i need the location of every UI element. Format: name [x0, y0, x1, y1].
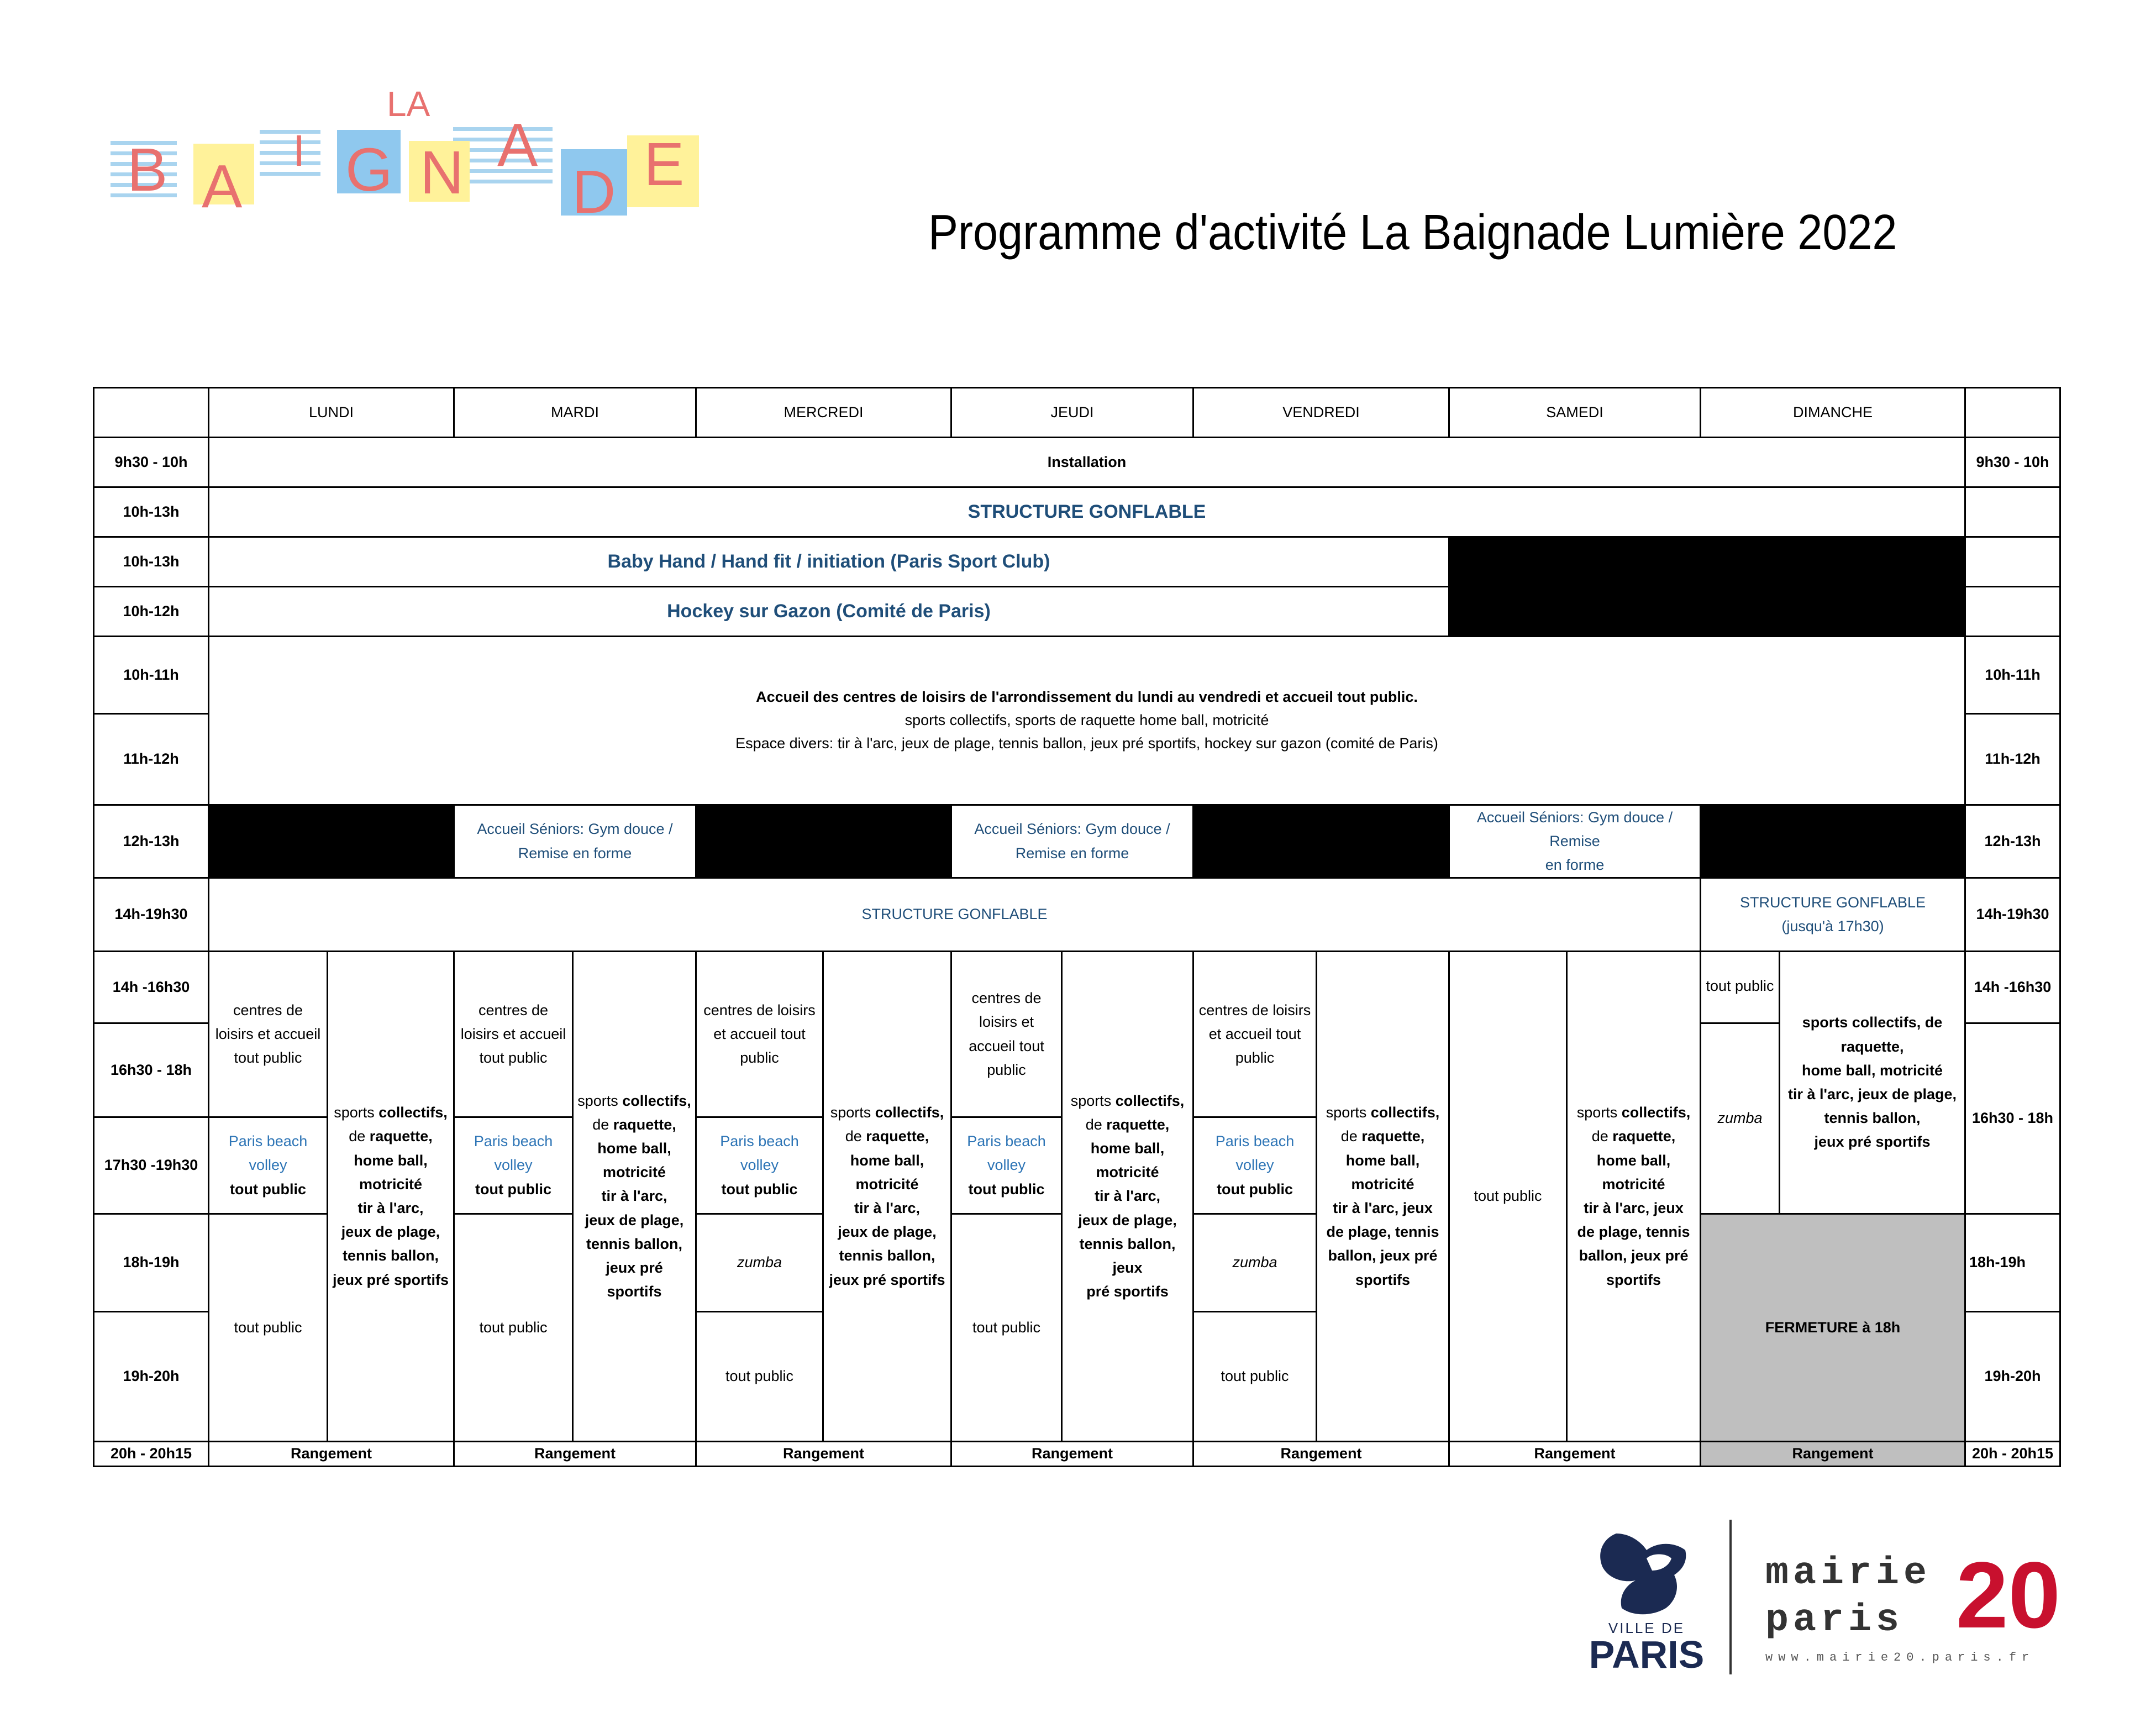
- tout-public-cell: tout public: [1700, 950, 1780, 1024]
- seniors-line: Accueil Séniors: Gym douce /: [974, 821, 1170, 838]
- sports-text: sports: [1070, 1092, 1116, 1109]
- baby-hand-cell: Baby Hand / Hand fit / initiation (Paris Sport Club): [208, 536, 1450, 587]
- sports-text: collectifs,: [1621, 1104, 1691, 1121]
- seniors-line: Remise en forme: [1015, 844, 1129, 862]
- logo-letter: B: [127, 136, 168, 204]
- installation-cell: Installation: [208, 437, 1966, 488]
- time-label: 10h-12h: [93, 586, 209, 637]
- time-label-right: 20h - 20h15: [1964, 1441, 2061, 1467]
- arrondissement-number: 20: [1956, 1543, 2061, 1648]
- beach-volley-label: Paris beach volley: [1215, 1133, 1295, 1174]
- empty-cell: [1964, 536, 2061, 587]
- logo-la: LA: [387, 84, 430, 124]
- time-label: 14h -16h30: [93, 950, 209, 1024]
- tout-public-label: tout public: [1217, 1180, 1293, 1198]
- time-label: 10h-11h: [93, 636, 209, 715]
- tout-public-label: tout public: [968, 1180, 1045, 1198]
- tout-public-cell: tout public: [950, 1213, 1063, 1442]
- sports-text: collectifs,: [875, 1104, 944, 1121]
- beach-volley-cell: [695, 1116, 824, 1215]
- sports-text: de: [1085, 1116, 1107, 1133]
- seniors-cell: [950, 804, 1194, 879]
- beach-volley-label: Paris beach volley: [720, 1133, 799, 1174]
- accueil-line: Espace divers: tir à l'arc, jeux de plage, tennis ballon, jeux pré sportifs, hockey sur gazon (comité de Paris): [735, 734, 1438, 752]
- day-header: SAMEDI: [1448, 387, 1701, 438]
- closed-block: [695, 804, 952, 879]
- beach-volley-label: Paris beach volley: [474, 1133, 553, 1174]
- mairie-url: www.mairie20.paris.fr: [1765, 1651, 2035, 1664]
- sports-text: home ball, motricité tir à l'arc, jeux de plage, tennis ballon, jeux pré sportifs: [585, 1140, 684, 1300]
- tout-public-label: tout public: [475, 1180, 551, 1198]
- time-label-right: 19h-20h: [1964, 1311, 2061, 1442]
- time-label: 9h30 - 10h: [93, 437, 209, 488]
- corner-cell: [93, 387, 209, 438]
- footer-divider: [1729, 1520, 1732, 1674]
- beach-volley-cell: [453, 1116, 574, 1215]
- sports-text: home ball, motricité tir à l'arc, jeux de plage, tennis ballon, jeux pré sportifs: [829, 1152, 945, 1288]
- time-label-right: 14h -16h30: [1964, 950, 2061, 1024]
- closed-block: [1700, 804, 1966, 879]
- logo-letter: D: [572, 158, 616, 226]
- day-header: MERCREDI: [695, 387, 952, 438]
- sports-cell: [1316, 950, 1450, 1442]
- logo-letter: N: [420, 139, 464, 207]
- closed-block: [1448, 536, 1966, 637]
- sports-text: de: [592, 1116, 613, 1133]
- sports-text: home ball, motricité tir à l'arc, jeux de plage, tennis ballon, jeux pré sportifs: [332, 1152, 449, 1288]
- tout-public-cell: tout public: [208, 1213, 328, 1442]
- centres-loisirs-cell: centres de loisirs et accueil tout public: [695, 950, 824, 1118]
- time-label-right: 10h-11h: [1964, 636, 2061, 715]
- time-label: 11h-12h: [93, 713, 209, 806]
- sports-cell: [1566, 950, 1701, 1442]
- rangement-cell: Rangement: [950, 1441, 1194, 1467]
- time-label: 17h30 -19h30: [93, 1116, 209, 1215]
- sports-text: home ball, motricité tir à l'arc, jeux de plage, tennis ballon, jeux pré sportifs: [1078, 1140, 1177, 1300]
- seniors-line: Remise en forme: [518, 844, 632, 862]
- time-label: 10h-13h: [93, 486, 209, 538]
- sports-cell: [822, 950, 952, 1442]
- seniors-cell: [1448, 804, 1701, 879]
- structure-gonflable-pm: STRUCTURE GONFLABLE: [208, 877, 1701, 952]
- mairie-20-logo: [1765, 1536, 2097, 1669]
- structure-line: (jusqu'à 17h30): [1781, 918, 1884, 934]
- sports-text: raquette,: [369, 1128, 433, 1145]
- zumba-cell: zumba: [1700, 1022, 1780, 1215]
- logo-letter: I: [293, 126, 306, 175]
- centres-loisirs-cell: centres de loisirs et accueil tout public: [453, 950, 574, 1118]
- logo-letter: G: [345, 136, 393, 204]
- logo-letter: A: [497, 111, 538, 179]
- sports-text: collectifs,: [1370, 1104, 1440, 1121]
- sports-cell: [327, 950, 455, 1442]
- time-label: 10h-13h: [93, 536, 209, 587]
- sports-dimanche-cell: sports collectifs, de raquette, home ball, motricité tir à l'arc, jeux de plage, tennis ballon, jeux pré sportifs: [1779, 950, 1966, 1215]
- beach-volley-cell: [950, 1116, 1063, 1215]
- centres-loisirs-cell: centres de loisirs et accueil tout public: [1192, 950, 1317, 1118]
- sports-text: sports: [1576, 1104, 1622, 1121]
- closed-block: [208, 804, 455, 879]
- zumba-cell: zumba: [1192, 1213, 1317, 1312]
- day-header: JEUDI: [950, 387, 1194, 438]
- empty-cell: [1964, 586, 2061, 637]
- time-label-right: 18h-19h: [1964, 1213, 2061, 1312]
- sports-text: raquette,: [1612, 1128, 1676, 1145]
- hockey-cell: Hockey sur Gazon (Comité de Paris): [208, 586, 1450, 637]
- corner-cell: [1964, 387, 2061, 438]
- sports-text: collectifs,: [378, 1104, 448, 1121]
- fermeture-cell: FERMETURE à 18h: [1700, 1213, 1966, 1442]
- time-label-right: 14h-19h30: [1964, 877, 2061, 952]
- closed-block: [1192, 804, 1450, 879]
- seniors-line: Accueil Séniors: Gym douce / Remise: [1476, 808, 1673, 849]
- rangement-cell: Rangement: [453, 1441, 697, 1467]
- tout-public-cell: tout public: [1448, 950, 1568, 1442]
- sports-text: raquette,: [1106, 1116, 1170, 1133]
- time-label: 18h-19h: [93, 1213, 209, 1312]
- accueil-centres-cell: [208, 636, 1966, 806]
- time-label: 19h-20h: [93, 1311, 209, 1442]
- sports-text: home ball, motricité tir à l'arc, jeux de plage, tennis ballon, jeux pré sportifs: [1326, 1152, 1439, 1288]
- logo-letter: A: [202, 153, 243, 220]
- sports-text: raquette,: [1361, 1128, 1425, 1145]
- sports-text: de: [349, 1128, 370, 1145]
- seniors-line: Accueil Séniors: Gym douce /: [477, 821, 673, 838]
- accueil-title: Accueil des centres de loisirs de l'arrondissement du lundi au vendredi et accueil tout public.: [756, 689, 1418, 706]
- sports-text: sports: [1326, 1104, 1371, 1121]
- structure-gonflable-cell: STRUCTURE GONFLABLE: [208, 486, 1966, 538]
- day-header: LUNDI: [208, 387, 455, 438]
- day-header: VENDREDI: [1192, 387, 1450, 438]
- ville-de-paris-logo: [1564, 1520, 1729, 1674]
- tout-public-cell: tout public: [1192, 1311, 1317, 1442]
- time-label: 14h-19h30: [93, 877, 209, 952]
- sports-cell: [572, 950, 697, 1442]
- sports-text: raquette,: [613, 1116, 676, 1133]
- sports-text: sports: [334, 1104, 379, 1121]
- sports-text: collectifs,: [1115, 1092, 1185, 1109]
- mairie-text: mairie: [1765, 1552, 1932, 1595]
- centres-loisirs-cell: centres de loisirs et accueil tout public: [950, 950, 1063, 1118]
- rangement-cell: Rangement: [1700, 1441, 1966, 1467]
- sports-text: collectifs,: [622, 1092, 691, 1109]
- sports-text: sports: [577, 1092, 623, 1109]
- day-header: DIMANCHE: [1700, 387, 1966, 438]
- sports-text: home ball, motricité tir à l'arc, jeux de plage, tennis ballon, jeux pré sportifs: [1577, 1152, 1690, 1288]
- sports-text: sports: [830, 1104, 875, 1121]
- sports-text: de: [845, 1128, 866, 1145]
- rangement-cell: Rangement: [208, 1441, 455, 1467]
- sports-text: de: [1340, 1128, 1362, 1145]
- time-label: 20h - 20h15: [93, 1441, 209, 1467]
- logo-letter: E: [644, 130, 685, 198]
- time-label: 12h-13h: [93, 804, 209, 879]
- rangement-cell: Rangement: [1448, 1441, 1701, 1467]
- page-title: Programme d'activité La Baignade Lumière 2022: [928, 205, 1897, 260]
- seniors-cell: [453, 804, 697, 879]
- time-label: 16h30 - 18h: [93, 1022, 209, 1118]
- sports-text: raquette,: [866, 1128, 929, 1145]
- day-header: MARDI: [453, 387, 697, 438]
- seniors-line: en forme: [1545, 857, 1605, 874]
- empty-cell: [1964, 486, 2061, 538]
- beach-volley-cell: [208, 1116, 328, 1215]
- time-label-right: 16h30 - 18h: [1964, 1022, 2061, 1215]
- tout-public-label: tout public: [721, 1180, 798, 1198]
- accueil-line: sports collectifs, sports de raquette home ball, motricité: [905, 712, 1269, 729]
- rangement-cell: Rangement: [695, 1441, 952, 1467]
- time-label-right: 11h-12h: [1964, 713, 2061, 806]
- beach-volley-cell: [1192, 1116, 1317, 1215]
- time-label-right: 12h-13h: [1964, 804, 2061, 879]
- centres-loisirs-cell: centres de loisirs et accueil tout public: [208, 950, 328, 1118]
- beach-volley-label: Paris beach volley: [967, 1133, 1046, 1174]
- ville-de-text: VILLE DE: [1608, 1620, 1685, 1636]
- tout-public-cell: tout public: [695, 1311, 824, 1442]
- zumba-cell: zumba: [695, 1213, 824, 1312]
- rangement-cell: Rangement: [1192, 1441, 1450, 1467]
- paris-text-2: paris: [1765, 1599, 1904, 1642]
- sports-text: de: [1591, 1128, 1613, 1145]
- sports-cell: [1061, 950, 1194, 1442]
- la-baignade-logo: [111, 83, 707, 227]
- structure-gonflable-dimanche: [1700, 877, 1966, 952]
- tout-public-cell: tout public: [453, 1213, 574, 1442]
- time-label-right: 9h30 - 10h: [1964, 437, 2061, 488]
- paris-text: PARIS: [1589, 1633, 1705, 1674]
- tout-public-label: tout public: [230, 1180, 306, 1198]
- beach-volley-label: Paris beach volley: [228, 1133, 308, 1174]
- structure-line: STRUCTURE GONFLABLE: [1739, 894, 1926, 911]
